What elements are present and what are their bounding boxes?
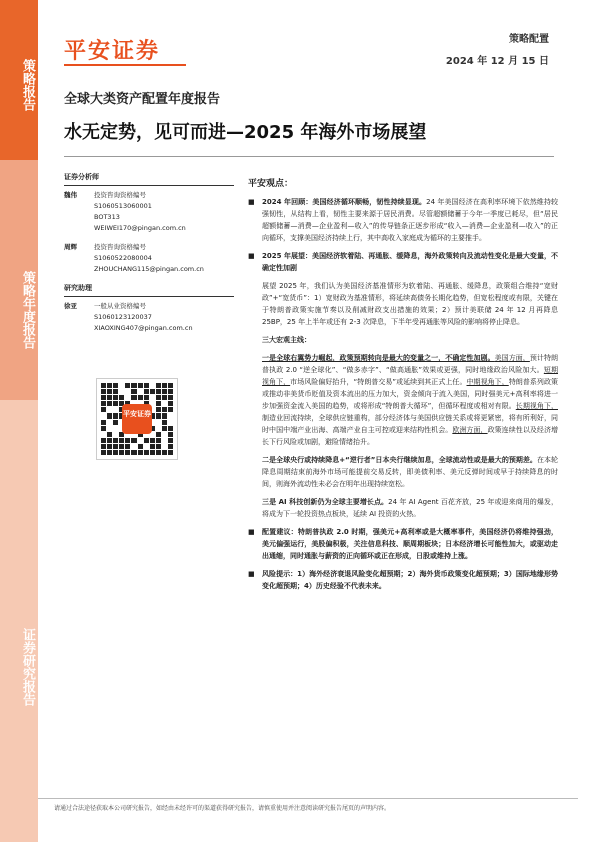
bullet-lead: 2025 年展望：美国经济软着陆、再通胀、缓降息，海外政策转向及流动性变化是最大变量，不确定性加剧: [262, 252, 558, 272]
analyst-info-line: BOT313: [94, 213, 120, 221]
main-lines-heading: 三大宏观主线：: [262, 336, 311, 344]
analyst-info-line: 投资咨询资格编号: [94, 243, 146, 251]
analyst-column: [64, 172, 234, 342]
assistant-info-line: S1060123120037: [94, 313, 152, 321]
document-date: 2024 年 12 月 15 日: [445, 56, 549, 67]
main-line-2: [262, 454, 558, 490]
main-line-3: [262, 496, 558, 520]
assistant-entry: [64, 301, 234, 334]
line-text: 24 年 AI Agent 百花齐放，25 年或迎来商用的爆发，将成为下一轮投资热点板块，延续 AI 投资的火热。: [262, 498, 558, 518]
summary-bullet: [248, 526, 558, 562]
line-lead: 二是全球央行或持续降息+“逆行者”日本央行继续加息，全球流动性或是最大的预期差。: [262, 456, 537, 464]
logo-underline: [64, 64, 186, 66]
bullet-square-icon: ■: [248, 198, 255, 206]
outlook-paragraph: 展望 2025 年，我们认为美国经济基准情形为软着陆、再通胀、缓降息，政策组合维持“宽财政”+“宽货币”：1）宽财政为基准情形，将延续高债务长期化趋势，但宽松程度或有限，关键在于特朗普政策实施节奏以及削减财政支出措施的效果；2）预计美联储 24 年 12 月再降息 25BP，25 年上半年或还有 2-3 次降息，下半年受再通胀等风险的影响将停止降息。: [262, 282, 558, 326]
line-text: 市场风险偏好抬升，“特朗普交易”或延续到其正式上任。: [290, 378, 467, 386]
sidebar: [0, 0, 38, 842]
analyst-info-line: S1060513060001: [94, 202, 152, 210]
allocation-advice: 配置建议：特朗普执政 2.0 时期，强美元+高利率或是大概率事件，美国经济仍将维持强劲，美元偏强运行，美股偏积极，关注信息科技、顺周期板块；日本经济增长可能性加大，或驱动走出通缩，同时通胀与薪资的正向循环或正在形成，日股或维持上涨。: [262, 528, 558, 560]
brand-logo: 平安证券: [64, 39, 161, 64]
line-sub-lead: 欧洲方面，: [452, 426, 488, 434]
main-line-1: [262, 352, 558, 448]
line-text: 特朗普系列政策或推动非美货币贬值及资本流出的压力加大，资金倾向于流入美国，同时强美元+高利率将进一步加强资金流入美国的趋势，或将形成“特朗普大循环”，但循环程度或相对有限。: [262, 378, 558, 410]
footer-divider: [38, 798, 578, 799]
analyst-email[interactable]: ZHOUCHANG115@pingan.com.cn: [94, 265, 204, 273]
line-sub-lead: 短期视角下，: [262, 366, 558, 386]
summary-heading: 平安观点：: [248, 179, 294, 189]
footer-disclaimer: 请通过合法途径获取本公司研究报告，如经由未经许可的渠道获得研究报告，请慎重使用并注意阅读研究报告尾页的声明内容。: [54, 805, 391, 812]
summary-bullet: [248, 196, 558, 244]
analyst-name: 周辉: [64, 243, 77, 251]
report-series: 全球大类资产配置年度报告: [64, 92, 221, 107]
summary-bullet: [248, 250, 558, 274]
bullet-square-icon: ■: [248, 570, 255, 578]
assistant-name: 徐亚: [64, 302, 77, 310]
sidebar-label-securities-research: 证券研究报告: [0, 400, 38, 842]
line-sub-lead: 长期视角下，: [515, 402, 558, 410]
summary-column: [248, 178, 558, 598]
analyst-email[interactable]: WEIWEI170@pingan.com.cn: [94, 224, 186, 232]
bullet-square-icon: ■: [248, 528, 255, 536]
sidebar-label-annual-report: 策略年度报告: [0, 160, 38, 400]
analyst-entry: [64, 242, 234, 275]
assistant-heading: 研究助理: [64, 283, 234, 297]
bullet-lead: 2024 年回顾：美国经济循环顺畅，韧性持续显现。: [262, 198, 427, 206]
line-sub-lead: 中期视角下，: [466, 378, 509, 386]
analyst-heading: 证券分析师: [64, 172, 234, 186]
analyst-info-line: 投资咨询资格编号: [94, 191, 146, 199]
line-lead: 三是 AI 科技创新仍为全球主要增长点。: [262, 498, 389, 506]
line-sub-lead: 美国方面，: [494, 354, 530, 362]
bullet-text: 24 年美国经济在高利率环境下依然维持较强韧性，从结构上看，韧性主要来源于居民消费。尽管超额储蓄于今年一季度已耗尽，但“居民超额储蓄—消费—企业盈利—收入”的传导链条正逐步形成“收入—消费—企业盈利—收入”的正向循环，支撑美国经济持续上行，其中高收入家庭成为循环的主要推手。: [262, 198, 559, 242]
qr-logo: 平安证券: [122, 404, 152, 434]
risk-warning: 风险提示：1）海外经济衰退风险变化超预期；2）海外货币政策变化超预期；3）国际地缘形势变化超预期；4）历史经验不代表未来。: [262, 570, 558, 590]
assistant-info-line: 一般从业资格编号: [94, 302, 146, 310]
line-text: 在本轮降息周期结束前海外市场可能提前交易反转，即美债利率、美元反弹时间或早于持续降息的时间，则海外流动性未必会在明年出现持续宽松。: [262, 456, 558, 488]
title-divider: [64, 156, 554, 157]
bullet-square-icon: ■: [248, 252, 255, 260]
page-title: 水无定势，见可而进—2025 年海外市场展望: [64, 122, 427, 143]
sidebar-label-strategy-report: 策略报告: [0, 0, 38, 160]
line-lead: 一是全球右翼势力崛起，政策预期转向是最大的变量之一，不确定性加剧。: [262, 354, 495, 362]
line-text: 制造业回流持续，全球供应链重构，部分经济体与美国供应链关系或将更紧密，将有所利好，同时中国中端产业出海、高端产业自主可控或迎来结构性机会。: [262, 414, 558, 434]
summary-bullet: [248, 568, 558, 592]
qr-code[interactable]: [96, 378, 178, 460]
assistant-email[interactable]: XIAOXING407@pingan.com.cn: [94, 324, 193, 332]
analyst-info-line: S1060522080004: [94, 254, 152, 262]
analyst-entry: [64, 190, 234, 234]
line-text: 预计特朗普执政 2.0 “逆全球化”、“做多赤字”、“做高通胀”效果或更强，同时地缘政治风险加大。: [262, 354, 559, 374]
analyst-name: 魏伟: [64, 191, 77, 199]
line-text: 政策连续性以及经济增长下行风险或加剧，避险情绪抬升。: [262, 426, 559, 446]
document-type: 策略配置: [509, 34, 549, 45]
